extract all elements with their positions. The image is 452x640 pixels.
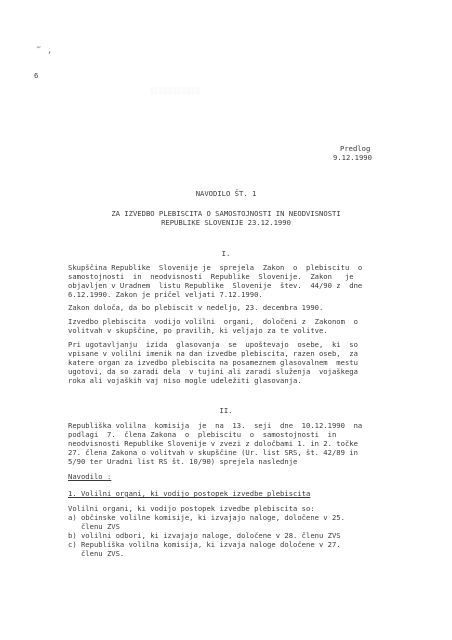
heading-volilni-organi: 1. Volilni organi, ki vodijo postopek izvedbe plebiscita: [68, 489, 311, 498]
paragraph-line: Skupščina Republike Slovenije je sprejela Zakon o plebiscitu o: [68, 263, 363, 272]
paragraph-line: roka ali vojaških vaj niso mogle udeležiti glasovanja.: [68, 376, 302, 385]
paragraph-line: Izvedbo plebiscita vodijo volilni organi, določeni z Zakonom o: [68, 317, 358, 326]
handwritten-mark: ‴ ,: [36, 46, 53, 56]
list-line: a) občinske volilne komisije, ki izvajajo naloge, določene v 25.: [68, 513, 345, 522]
paragraph-line: 6.12.1990. Zakon je pričel veljati 7.12.1990.: [68, 290, 263, 299]
list-line: Volilni organi, ki vodijo postopek izvedbe plebiscita so:: [68, 504, 315, 513]
draft-label: Predlog: [340, 144, 371, 153]
navodilo-label: Navodilo :: [68, 472, 112, 481]
draft-date: 9.12.1990: [333, 153, 372, 162]
paragraph-line: Zakon določa, da bo plebiscit v nedeljo, 23. decembra 1990.: [68, 303, 324, 312]
paragraph-line: vpisane v volilni imenik na dan izvedbe plebiscita, razen oseb, za: [68, 349, 358, 358]
title-line-2: REPUBLIKE SLOVENIJE 23.12.1990: [161, 218, 291, 227]
list-line: c) Republiška volilna komisija, ki izvaja naloge določene v 27.: [68, 540, 341, 549]
list-line: b) volilni odbori, ki izvajajo naloge, določene v 28. členu ZVS: [68, 531, 341, 540]
section-numeral-2: II.: [219, 406, 233, 415]
paragraph-line: samostojnosti in neodvisnosti Republike Slovenije. Zakon je: [68, 272, 354, 281]
instruction-number: NAVODILO ŠT. 1: [195, 189, 257, 198]
list-line: členu ZVS.: [68, 549, 125, 558]
paragraph-line: objavljen v Uradnem listu Republike Slovenije štev. 44/90 z dne: [68, 281, 363, 290]
paragraph-line: 27. člena Zakona o volitvah v skupščine (Ur. list SRS, št. 42/89 in: [68, 448, 358, 457]
faint-bleed-through: ░░░░░░░░░░░: [150, 88, 201, 95]
paragraph-line: 5/90 ter Uradni list RS št. 10/90) sprejela naslednje: [68, 457, 298, 466]
title-line-1: ZA IZVEDBO PLEBISCITA O SAMOSTOJNOSTI IN NEODVISNOSTI: [111, 209, 341, 218]
list-line: členu ZVS: [68, 522, 120, 531]
paragraph-line: katere organ za izvedbo plebiscita na posameznem glasovalnem mestu: [68, 358, 358, 367]
paragraph-line: ugotovi, da so zaradi dela v tujini ali zaradi služenja vojaškega: [68, 367, 358, 376]
paragraph-line: neodvisnosti Republike Slovenije v zvezi z določbami 1. in 2. točke: [68, 439, 358, 448]
paragraph-line: Republiška volilna komisija je na 13. seji dne 10.12.1990 na: [68, 421, 363, 430]
page-corner-number: 6: [34, 71, 39, 80]
paragraph-line: volitvah v skupščine, po pravilih, ki veljajo za te volitve.: [68, 326, 328, 335]
paragraph-line: podlagi 7. člena Zakona o plebiscitu o samostojnosti in: [68, 430, 337, 439]
paragraph-line: Pri ugotavljanju izida glasovanja se upoštevajo osebe, ki so: [68, 340, 358, 349]
section-numeral-1: I.: [221, 249, 231, 258]
